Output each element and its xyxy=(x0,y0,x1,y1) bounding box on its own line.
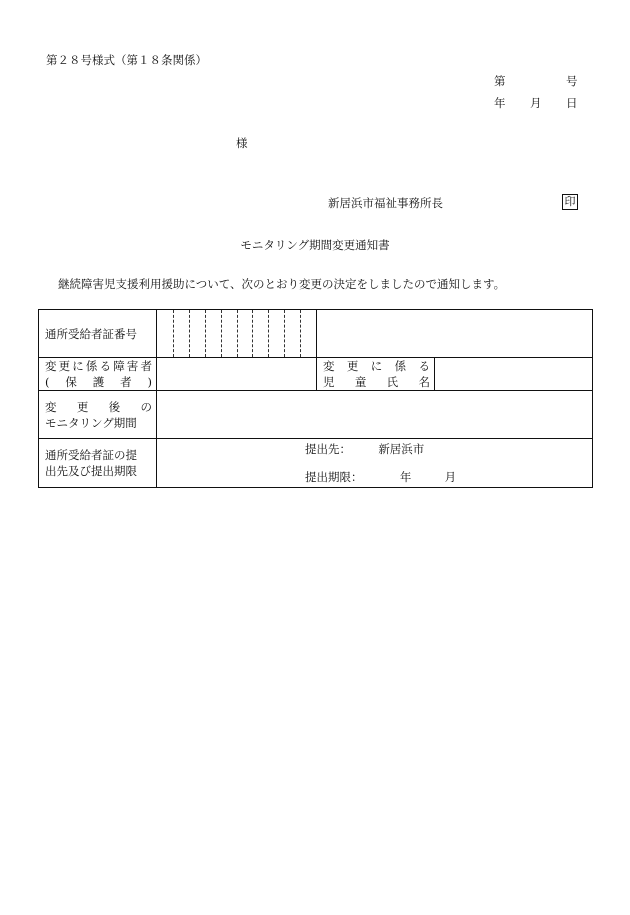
digit-box xyxy=(268,310,284,357)
row-monitoring-period xyxy=(39,391,593,439)
submit-to-label: 提出先： xyxy=(305,442,351,456)
guardian-label: 変 更 に 係 る 障 害 者 ( 保 護 者 ) xyxy=(39,358,157,391)
form-number: 第２８号様式（第１８条関係） xyxy=(46,53,207,67)
certificate-number-label: 通所受給者証番号 xyxy=(39,310,157,358)
submission-label: 通所受給者証の提 出先及び提出期限 xyxy=(39,439,157,488)
digit-box xyxy=(252,310,268,357)
digit-box xyxy=(237,310,253,357)
digit-boxes xyxy=(157,310,316,357)
digit-box xyxy=(300,310,316,357)
date-month-label: 月 xyxy=(530,96,542,110)
child-name-label: 変 更 に 係 る 児 童 氏 名 xyxy=(317,358,435,391)
row-submission xyxy=(39,439,593,488)
doc-number-prefix: 第 xyxy=(494,74,506,88)
date-day-label: 日 xyxy=(566,96,578,110)
digit-box xyxy=(173,310,189,357)
date-year-label: 年 xyxy=(494,96,506,110)
child-name-field xyxy=(435,358,593,391)
row-guardian xyxy=(39,358,593,391)
certificate-number-digits xyxy=(157,310,317,358)
deadline-month: 月 xyxy=(444,470,457,484)
submission-field xyxy=(157,439,593,488)
doc-number-suffix: 号 xyxy=(566,74,578,88)
deadline-year: 年 xyxy=(399,470,412,484)
notice-table xyxy=(38,309,593,488)
body-text: 継続障害児支援利用援助について、次のとおり変更の決定をしましたので通知します。 xyxy=(58,277,506,291)
deadline-label: 提出期限： xyxy=(305,470,363,484)
digit-box xyxy=(221,310,237,357)
digit-box xyxy=(284,310,300,357)
guardian-name-field xyxy=(157,358,317,391)
digit-box xyxy=(157,310,173,357)
row-certificate-number xyxy=(39,310,593,358)
digit-box xyxy=(205,310,221,357)
certificate-number-blank xyxy=(317,310,593,358)
monitoring-period-label: 変 更 後 の モニタリング期間 xyxy=(39,391,157,439)
recipient-honorific: 様 xyxy=(236,136,248,150)
submit-to-value: 新居浜市 xyxy=(378,442,425,456)
seal-mark: 印 xyxy=(562,194,578,210)
document-title: モニタリング期間変更通知書 xyxy=(240,238,390,252)
issuer-name: 新居浜市福祉事務所長 xyxy=(328,196,443,210)
monitoring-period-field xyxy=(157,391,593,439)
digit-box xyxy=(189,310,205,357)
